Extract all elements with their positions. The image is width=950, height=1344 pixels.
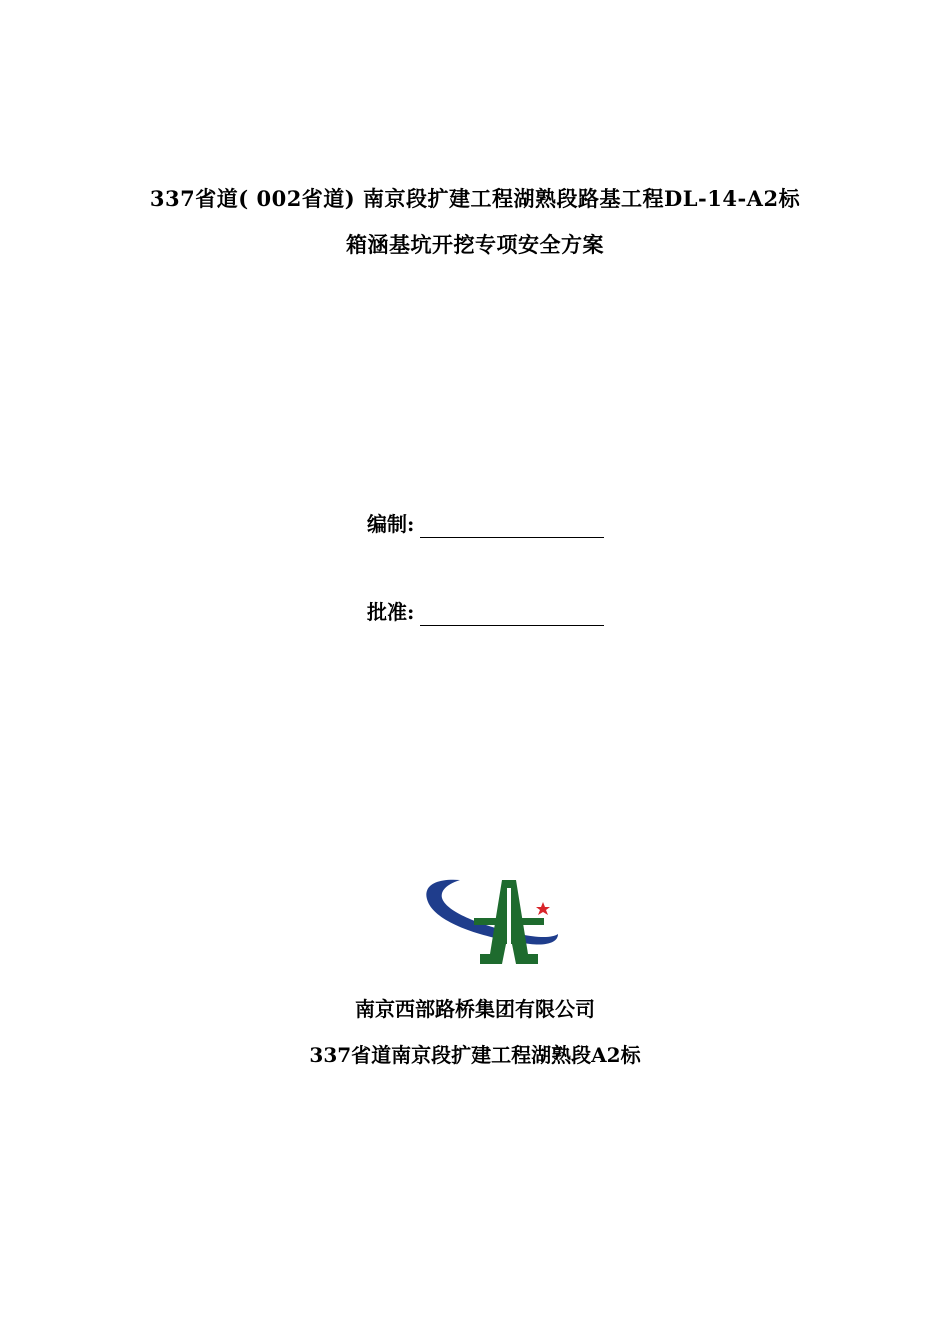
compiled-by-blank-line (420, 511, 604, 538)
compiled-by-row (367, 508, 604, 538)
compiled-by-label: 编制: (367, 512, 415, 536)
company-name: 南京西部路桥集团有限公司 (355, 997, 595, 1021)
project-section: 337省道南京段扩建工程湖熟段A2标 (309, 1043, 641, 1067)
company-logo-icon (420, 874, 562, 966)
approved-by-row (367, 596, 604, 626)
logo-center-gap (507, 888, 511, 944)
logo-blue-swoosh (426, 880, 558, 945)
logo-red-star (536, 902, 550, 915)
document-title-line-1: 337省道( 002省道) 南京段扩建工程湖熟段路基工程DL-14-A2标 (149, 186, 801, 211)
document-title-line-2: 箱涵基坑开挖专项安全方案 (346, 232, 604, 257)
approved-by-blank-line (420, 599, 604, 626)
approved-by-label: 批准: (367, 600, 415, 624)
